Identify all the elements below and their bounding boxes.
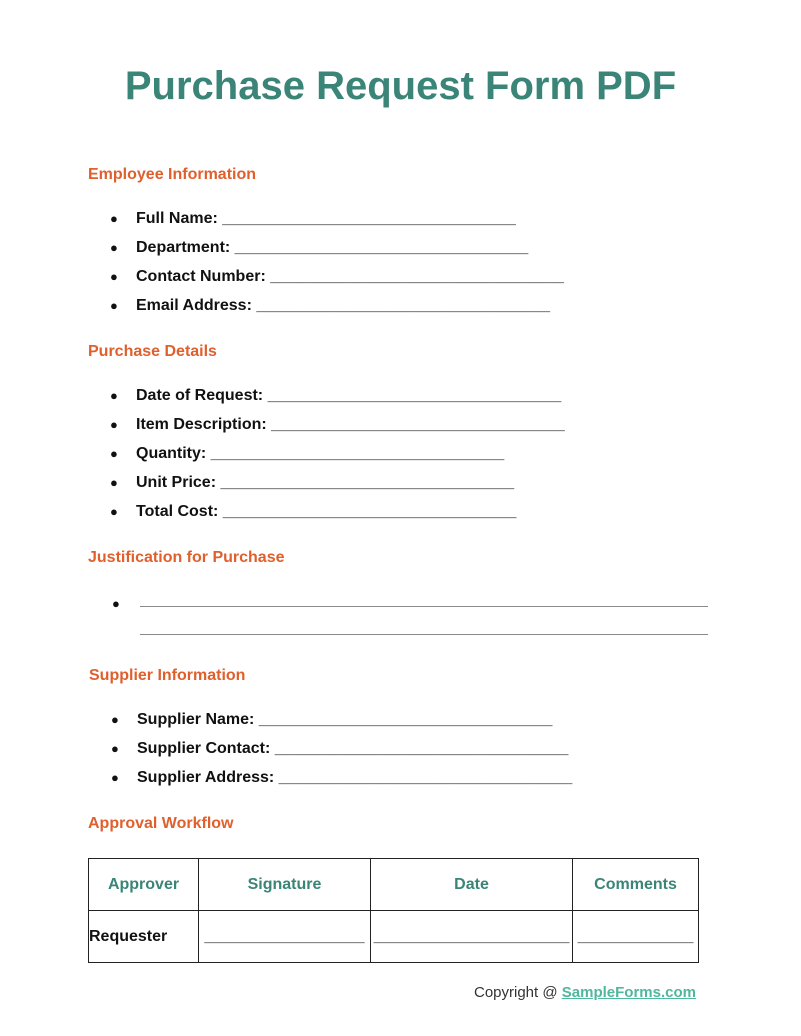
cell-comments[interactable]: _____________ xyxy=(573,911,699,963)
copyright-footer xyxy=(474,984,696,1002)
supplier-fields-list xyxy=(111,710,572,797)
bullet-icon: ● xyxy=(110,211,118,226)
field-supplier-contact[interactable] xyxy=(111,739,572,768)
brand-link[interactable]: SampleForms.com xyxy=(561,984,696,1001)
bullet-icon: ● xyxy=(111,712,119,727)
copyright-text: Copyright @ xyxy=(474,984,562,1001)
bullet-icon: ● xyxy=(112,596,120,611)
section-heading-justification: Justification for Purchase xyxy=(88,549,285,566)
bullet-icon: ● xyxy=(110,298,118,313)
cell-approver: Requester xyxy=(89,911,199,963)
field-label: Contact Number: _________________________________ xyxy=(136,268,564,285)
field-full-name[interactable] xyxy=(110,209,564,238)
field-label: Quantity: _________________________________ xyxy=(136,445,505,462)
page-title: Purchase Request Form PDF xyxy=(124,64,677,108)
section-heading-purchase: Purchase Details xyxy=(88,343,217,360)
bullet-icon: ● xyxy=(110,388,118,403)
bullet-icon: ● xyxy=(110,269,118,284)
justification-line-2[interactable] xyxy=(140,634,708,635)
cell-signature[interactable]: __________________ xyxy=(199,911,371,963)
field-label: Unit Price: _________________________________ xyxy=(136,474,515,491)
field-date-of-request[interactable] xyxy=(110,386,565,415)
field-label: Supplier Address: _________________________________ xyxy=(137,769,573,786)
approval-table xyxy=(88,858,699,963)
section-heading-employee: Employee Information xyxy=(88,166,257,183)
field-department[interactable] xyxy=(110,238,564,267)
field-label: Total Cost: _________________________________ xyxy=(136,503,517,520)
column-header-approver: Approver xyxy=(89,859,199,911)
column-header-date: Date xyxy=(371,859,573,911)
field-supplier-name[interactable] xyxy=(111,710,572,739)
bullet-icon: ● xyxy=(111,741,119,756)
field-label: Email Address: _________________________________ xyxy=(136,297,550,314)
section-heading-approval: Approval Workflow xyxy=(88,815,234,832)
field-label: Full Name: _________________________________ xyxy=(136,210,516,227)
employee-fields-list xyxy=(110,209,564,325)
table-row xyxy=(89,911,699,963)
field-label: Item Description: _________________________________ xyxy=(136,416,565,433)
bullet-icon: ● xyxy=(111,770,119,785)
bullet-icon: ● xyxy=(110,446,118,461)
purchase-fields-list xyxy=(110,386,565,531)
field-email-address[interactable] xyxy=(110,296,564,325)
bullet-icon: ● xyxy=(110,475,118,490)
field-label: Date of Request: _________________________________ xyxy=(136,387,562,404)
table-header-row xyxy=(89,859,699,911)
column-header-comments: Comments xyxy=(573,859,699,911)
field-quantity[interactable] xyxy=(110,444,565,473)
field-label: Supplier Name: _________________________________ xyxy=(137,711,553,728)
field-item-description[interactable] xyxy=(110,415,565,444)
field-label: Supplier Contact: _________________________________ xyxy=(137,740,569,757)
field-label: Department: _________________________________ xyxy=(136,239,529,256)
field-contact-number[interactable] xyxy=(110,267,564,296)
field-unit-price[interactable] xyxy=(110,473,565,502)
column-header-signature: Signature xyxy=(199,859,371,911)
bullet-icon: ● xyxy=(110,240,118,255)
bullet-icon: ● xyxy=(110,504,118,519)
bullet-icon: ● xyxy=(110,417,118,432)
justification-line-1[interactable] xyxy=(140,606,708,607)
cell-date[interactable]: ______________________ xyxy=(371,911,573,963)
section-heading-supplier: Supplier Information xyxy=(89,667,246,684)
field-total-cost[interactable] xyxy=(110,502,565,531)
field-supplier-address[interactable] xyxy=(111,768,572,797)
